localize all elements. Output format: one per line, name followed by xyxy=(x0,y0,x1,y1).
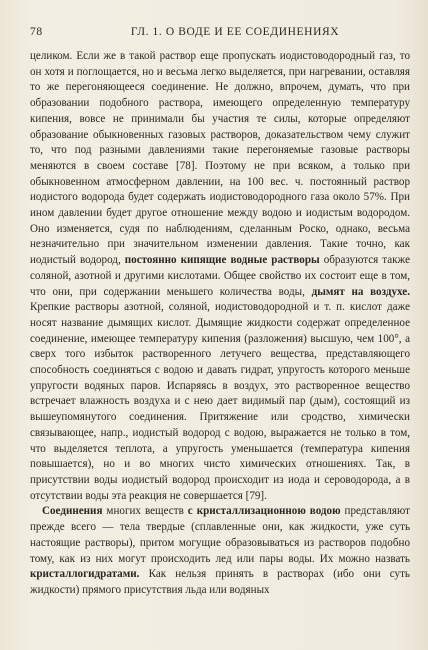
text-segment: целиком. Если же в такой раствор еще пропускать иодистоводородный газ, то он хотя и поглощается, но и весьма легко выделяется, при нагревании, оставляя то же перегоняющееся соединение. Не должно, впрочем, думать, что при образовании подобного раствора, имеющего определенную температуру кипения, вовсе не принимали бы участия те силы, которые определяют образование обыкновенных газовых растворов, доказательством чему служит то, что под разными давлениями такие перегоняемые газовые растворы меняются в своем составе [78]. Поэтому не при всяком, а только при обыкновенном атмосферном давлении, на 100 вес. ч. постоянный раствор иодистого водорода будет содержать иодистоводородного газа около 57%. При ином давлении будет другое отношение между водою и иодистым водородом. Оно изменяется, судя по наблюдениям, сделанным Роско, однако, весьма незначительно при значительном изменении давления. Такие точно, как иодистый водород, xyxy=(30,50,410,267)
page-body xyxy=(30,49,410,599)
paragraph-crystal-hydrates xyxy=(30,504,410,598)
text-segment: Крепкие растворы азотной, соляной, иодистоводородной и т. п. кислот даже носят название дымящих кислот. Дымящие жидкости содержат определенное соединение, имеющее температуру кипения (разложения) высшую, чем 100°, а сверх того избыток растворенного летучего вещества, представляющего способность соединяться с водою и давать гидрат, упругость которого меньше упругости водяных паров. Испаряясь в воздух, это растворенное вещество встречает влажность воздуха и с нею дает видимый пар (дым), состоящий из вышеупомянутого соединения. Притяжение или сродство, химически связывающее, напр., иодистый водород с водою, выражается не только в том, что выделяется теплота, а упругость уменьшается (температура кипения повышается), но и во многих чисто химических отношениях. Так, в присутствии воды иодистый водород происходит из иода и сероводорода, а в отсутствии воды эта реакция не совершается [79]. xyxy=(30,301,410,502)
text-segment: Как нельзя принять в растворах (ибо они суть жидкости) прямого присутствия льда или водяных xyxy=(30,568,410,596)
text-segment: многих веществ xyxy=(102,505,188,518)
page-number: 78 xyxy=(30,26,43,38)
page-header xyxy=(30,26,400,40)
paragraph-hydroiodic-solutions xyxy=(30,49,410,504)
bold-term-crystallohydrates: кристаллогидратами. xyxy=(30,568,140,581)
bold-term-crystallization-water: с кристаллизационною водою xyxy=(187,505,341,518)
text-segment: представляют прежде всего — тела твердые (сплавленные они, как жидкости, уже суть настоящие растворы), притом могущие образовываться из растворов подобно тому, как из них могут происходить лед или пары воды. Их можно назвать xyxy=(30,505,411,565)
bold-term-compounds: Соединения xyxy=(42,505,103,518)
running-title: ГЛ. 1. О ВОДЕ И ЕЕ СОЕДИНЕНИЯХ xyxy=(130,26,340,38)
bold-term-fuming: дымят на воздухе. xyxy=(311,285,410,298)
bold-term-boiling-solutions: постоянно кипящие водные растворы xyxy=(124,254,320,267)
text-segment: образуются также соляной, азотной и другими кислотами. Общее свойство их состоит еще в том, что они, при содержании меньшего количества воды, xyxy=(30,254,410,298)
